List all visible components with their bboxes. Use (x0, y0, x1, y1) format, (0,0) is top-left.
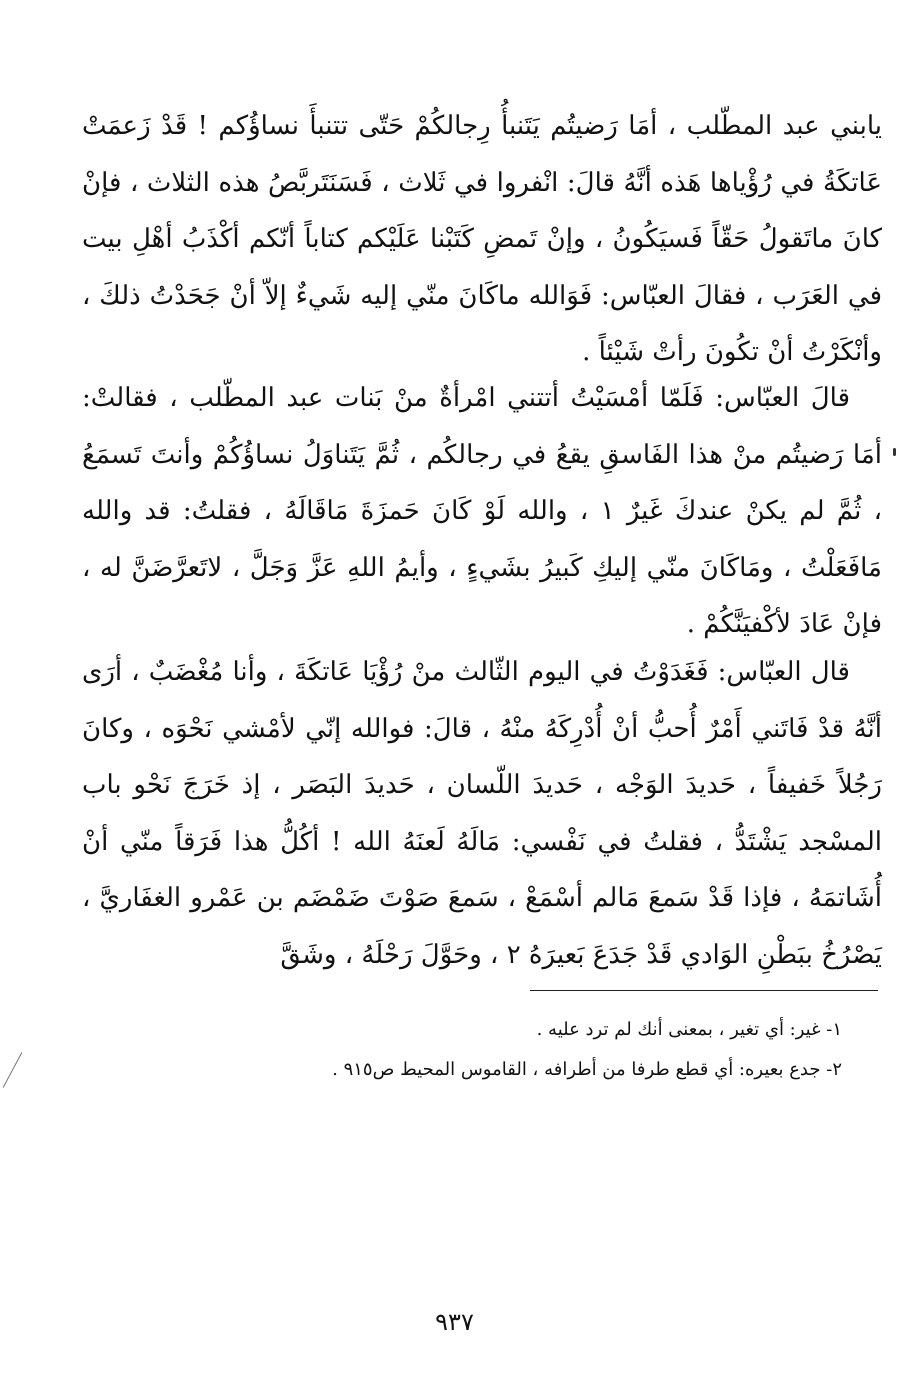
footnote-1: ١- غير: أي تغير ، بمعنى أنك لم ترد عليه . (536, 1019, 842, 1040)
page-number: ٩٣٧ (435, 1308, 474, 1336)
body-text-block (82, 98, 882, 381)
footnote-2: ٢- جدع بعيره: أي قطع طرفا من أطرافه ، القاموس المحيط ص٩١٥ . (332, 1059, 842, 1080)
paragraph-3: قال العبّاس: فَغَدَوْتُ في اليوم الثّالث منْ رُؤْيَا عَاتكَةَ ، وأنا مُغْضَبٌ ، أرَى أنَّهُ قدْ فَاتَني أَمْرٌ أُحبُّ أنْ أُدْرِكَهُ منْهُ ، قالَ: فوالله إنّي لأمْشي نَحْوَه ، وكانَ رَجُلاً خَفيفاً ، حَديدَ الوَجْه ، حَديدَ اللّسان ، حَديدَ البَصَر ، إذ خَرَجَ نَحْو باب المسْجد يَشْتَدُّ ، فقلتُ في نَفْسي: مَالَهُ لَعنَهُ الله ! أكُلُّ هذا فَرَقاً منّي أنْ أُشَاتمَهُ ، فإذا قَدْ سَمعَ مَالم أسْمَعْ ، سَمعَ صَوْتَ ضَمْضَم بن عَمْرو الغفَاريَّ ، يَصْرُخُ ببَطْنِ الوَادي قَدْ جَدَعَ بَعيرَهُ ٢ ، وحَوَّلَ رَحْلَهُ ، وشَقَّ (82, 657, 882, 970)
margin-stroke (3, 1052, 23, 1088)
body-text-block (82, 370, 882, 653)
paragraph-2: قالَ العبّاس: فَلَمّا أمْسَيْتُ أتتني امْرأةٌ منْ بَنات عبد المطّلب ، فقالتْ: أمَا رَضيتُم منْ هذا الفَاسقِ يقعُ في رجالكُم ، ثُمَّ يَتَناوَلُ نساؤُكُمْ وأنتَ تَسمَعُ ، ثُمَّ لم يكنْ عندكَ غَيرٌ ١ ، والله لَوْ كَانَ حَمزَةَ مَاقَالَهُ ، فقلتُ: قد والله مَافَعَلْتُ ، ومَاكَانَ منّي إليكِ كَبيرُ بشَيءٍ ، وأيمُ اللهِ عَزَّ وَجَلَّ ، لاتَعرَّضَنَّ له ، فإنْ عَادَ لأكْفيَنَّكُمْ . (82, 383, 883, 639)
footnote-separator (530, 990, 878, 991)
footnotes (82, 1010, 842, 1090)
margin-mark (893, 448, 896, 456)
paragraph-1: يابني عبد المطّلب ، أمَا رَضيتُم يَتَنبأُ رِجالكُمْ حَتّى تتنبأَ نساؤُكم ! قَدْ زَعمَتْ عَاتكَةُ في رُؤْياها هَذه أنَّهُ قالَ: انْفروا في ثَلاث ، فَسَنَتَربَّصُ هذه الثلاث ، فإنْ كانَ ماتَقولُ حَقّاً فَسيَكُونُ ، وإنْ تَمضِ كَتَبْنا عَلَيْكم كتاباً أنّكم أكْذَبُ أهْلِ بيت في العَرَب ، فقالَ العبّاس: فَوَالله ماكَانَ منّي إليه شَيءٌ إلاّ أنْ جَحَدْتُ ذلكَ ، وأنْكَرْتُ أنْ تكُونَ رأتْ شَيْئاً . (82, 111, 882, 367)
body-text-block (82, 644, 882, 983)
